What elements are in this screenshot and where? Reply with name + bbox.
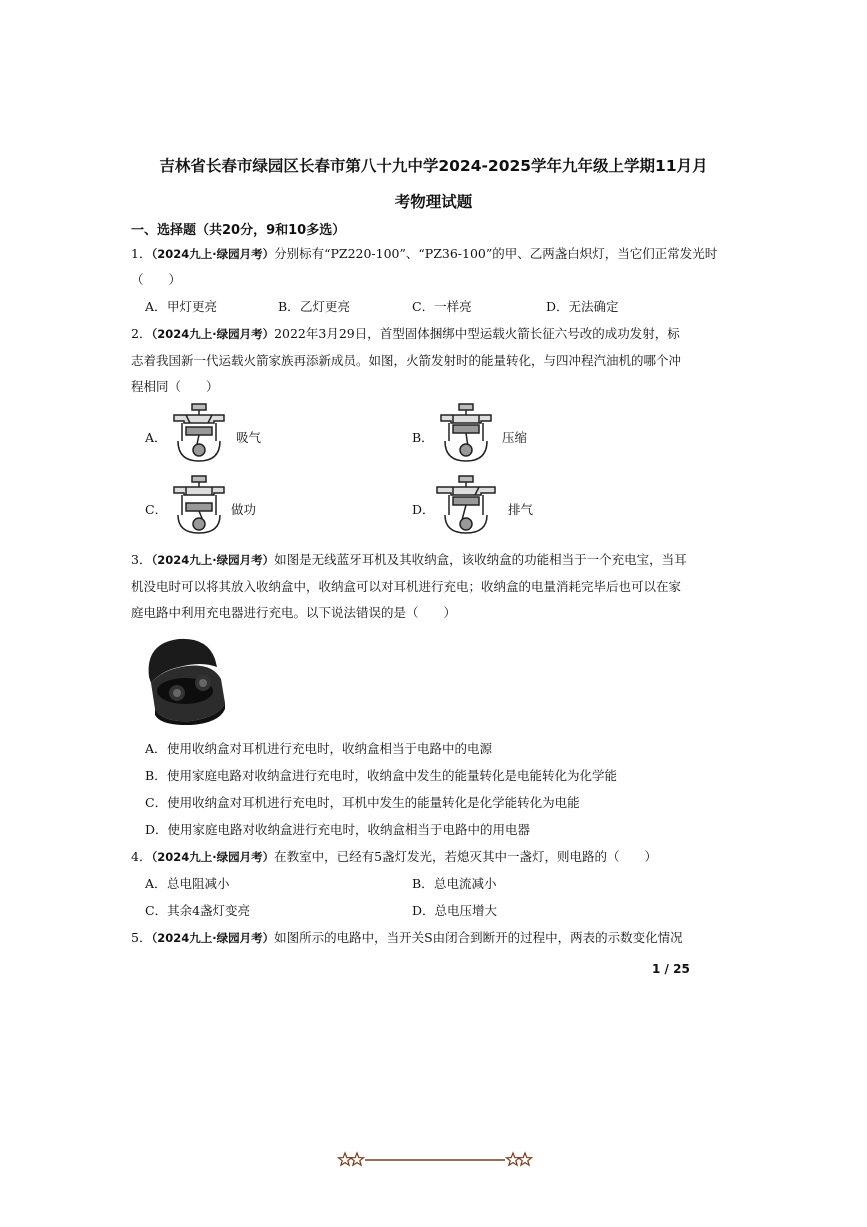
question-1-line-1 bbox=[131, 244, 717, 262]
q2-option-c-text: 做功 bbox=[231, 502, 257, 517]
q4-option-d[interactable]: D．总电压增大 bbox=[412, 903, 498, 918]
question-2-line-1 bbox=[131, 324, 680, 342]
question-text: 在教室中，已经有5盏灯发光，若熄灭其中一盏灯，则电路的（ ） bbox=[274, 849, 658, 864]
engine-exhaust-icon bbox=[435, 475, 497, 537]
question-text: 如图是无线蓝牙耳机及其收纳盒，该收纳盒的功能相当于一个充电宝，当耳 bbox=[274, 552, 687, 567]
document-title-line-1: 吉林省长春市绿园区长春市第八十九中学2024-2025学年九年级上学期11月月 bbox=[159, 157, 708, 175]
q1-option-d[interactable]: D．无法确定 bbox=[546, 299, 619, 314]
q2-option-b-label[interactable]: B． bbox=[412, 430, 434, 445]
question-text: 2022年3月29日，首型固体捆绑中型运载火箭长征六号改的成功发射，标 bbox=[274, 326, 680, 341]
q3-option-b[interactable]: B．使用家庭电路对收纳盒进行充电时，收纳盒中发生的能量转化是电能转化为化学能 bbox=[145, 768, 618, 783]
engine-intake-icon bbox=[168, 403, 230, 465]
q4-option-a[interactable]: A．总电阻减小 bbox=[145, 876, 230, 891]
question-2-line-2: 志着我国新一代运载火箭家族再添新成员。如图，火箭发射时的能量转化，与四冲程汽油机的哪个冲 bbox=[131, 353, 682, 368]
q1-option-a[interactable]: A．甲灯更亮 bbox=[145, 299, 218, 314]
q1-option-c[interactable]: C．一样亮 bbox=[412, 299, 472, 314]
question-4-line-1 bbox=[131, 847, 657, 865]
question-source: （2024九上·绿园月考） bbox=[151, 553, 275, 567]
question-number: 3． bbox=[131, 552, 152, 567]
question-number: 1． bbox=[131, 246, 152, 261]
document-title-line-2: 考物理试题 bbox=[394, 193, 473, 211]
q2-option-c-label[interactable]: C． bbox=[145, 502, 168, 517]
question-source: （2024九上·绿园月考） bbox=[151, 247, 275, 261]
earbuds-charging-case-icon bbox=[141, 633, 233, 725]
page-indicator: 1 / 25 bbox=[652, 962, 690, 976]
section-heading: 一、选择题（共20分，9和10多选） bbox=[131, 223, 346, 238]
question-text: 如图所示的电路中，当开关S由闭合到断开的过程中，两表的示数变化情况 bbox=[274, 930, 683, 945]
question-source: （2024九上·绿园月考） bbox=[151, 327, 275, 341]
question-text: 分别标有“PZ220-100”、“PZ36-100”的甲、乙两盏白炽灯，当它们正常发光时 bbox=[274, 246, 718, 261]
q2-option-b-text: 压缩 bbox=[502, 430, 528, 445]
question-3-line-2: 机没电时可以将其放入收纳盒中，收纳盒可以对耳机进行充电；收纳盒的电量消耗完毕后也可以在家 bbox=[131, 579, 682, 594]
question-number: 2． bbox=[131, 326, 152, 341]
engine-power-icon bbox=[168, 475, 230, 537]
question-1-line-2: （ ） bbox=[131, 272, 182, 287]
q2-option-d-text: 排气 bbox=[508, 502, 534, 517]
q2-option-a-text: 吸气 bbox=[236, 430, 262, 445]
q3-option-a[interactable]: A．使用收纳盒对耳机进行充电时，收纳盒相当于电路中的电源 bbox=[145, 741, 493, 756]
question-number: 4． bbox=[131, 849, 152, 864]
q2-option-d-label[interactable]: D． bbox=[412, 502, 435, 517]
footer-star-divider-icon bbox=[337, 1150, 533, 1168]
question-source: （2024九上·绿园月考） bbox=[151, 931, 275, 945]
question-5-line-1 bbox=[131, 928, 683, 946]
q1-option-b[interactable]: B．乙灯更亮 bbox=[278, 299, 351, 314]
q4-option-c[interactable]: C．其余4盏灯变亮 bbox=[145, 903, 251, 918]
q4-option-b[interactable]: B．总电流减小 bbox=[412, 876, 497, 891]
question-source: （2024九上·绿园月考） bbox=[151, 850, 275, 864]
q2-option-a-label[interactable]: A． bbox=[145, 430, 167, 445]
question-number: 5． bbox=[131, 930, 152, 945]
question-2-line-3: 程相同（ ） bbox=[131, 379, 219, 394]
q3-option-c[interactable]: C．使用收纳盒对耳机进行充电时，耳机中发生的能量转化是化学能转化为电能 bbox=[145, 795, 580, 810]
question-3-line-3: 庭电路中利用充电器进行充电。以下说法错误的是（ ） bbox=[131, 605, 457, 620]
question-3-line-1 bbox=[131, 550, 687, 568]
q3-option-d[interactable]: D．使用家庭电路对收纳盒进行充电时，收纳盒相当于电路中的用电器 bbox=[145, 822, 531, 837]
engine-compression-icon bbox=[435, 403, 497, 465]
